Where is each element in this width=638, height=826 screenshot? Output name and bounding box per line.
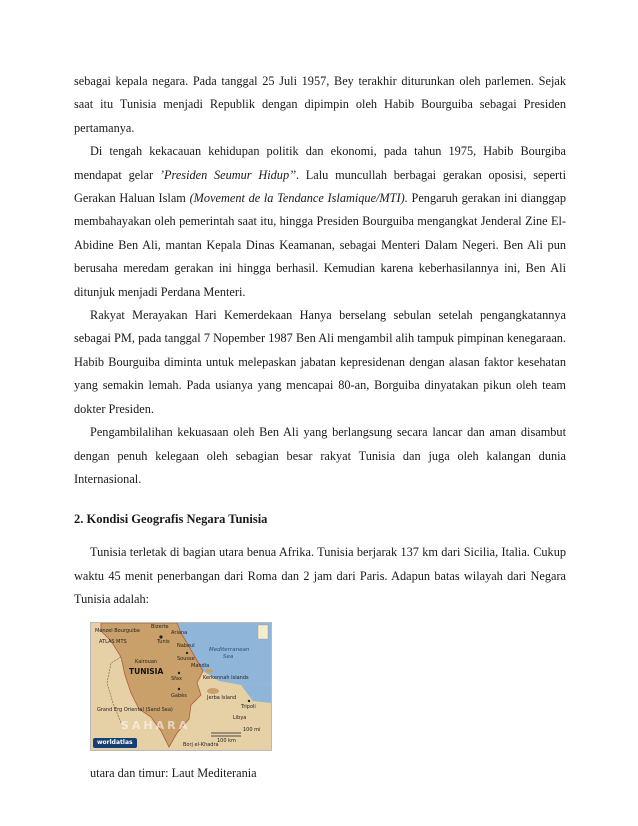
label-sousse: Sousse [177, 655, 195, 662]
paragraph-bourguiba-era [74, 140, 566, 304]
page-content [74, 70, 566, 783]
paragraph-geography: Tunisia terletak di bagian utara benua Afrika. Tunisia berjarak 137 km dari Sicilia, Italia. Cukup waktu 45 menit penerbangan dari Roma dan 2 jam dari Paris. Adapun batas wilayah dari Negara Tunisia adalah: [74, 545, 566, 607]
paragraph-independence: sebagai kepala negara. Pada tanggal 25 Juli 1957, Bey terakhir diturunkan oleh parlemen. Sejak saat itu Tunisia menjadi Republik dengan dipimpin oleh Habib Bourguiba sebagai Presiden pertamanya. [74, 74, 566, 135]
label-mahdia: Mahdia [191, 662, 210, 669]
label-menzel-bourguiba: Menzel Bourguiba [95, 627, 140, 634]
paragraph-text: . Lalu muncullah berbagai gerakan oposisi, seperti Gerakan Haluan Islam [74, 167, 566, 206]
label-libya: Libya [233, 714, 247, 721]
label-kerkennah: Kerkennah Islands [203, 674, 249, 681]
sfax-dot [178, 671, 180, 673]
paragraph-text: Di tengah kekacauan kehidupan politik dan ekonomi, pada tahun 1975, Habib Bourgiba mendapat gelar [74, 144, 566, 182]
label-gabes: Gabès [171, 692, 187, 699]
kerkennah-shape [205, 669, 213, 673]
tunisia-map-image [90, 622, 272, 751]
border-caption: utara dan timur: Laut Mediterania [90, 765, 257, 780]
paragraph-ben-ali-takeover: Rakyat Merayakan Hari Kemerdekaan Hanya berselang sebulan setelah pengangkatannya sebagai PM, pada tanggal 7 Nopember 1987 Ben Ali mengambil alih tampuk pimpinan kenegaraan. Habib Bourguiba diminta untuk melepaskan jabatan kepresidenan dengan alasan faktor kesehatan yang semakin lemah. Pada usianya yang mencapai 80-an, Borguiba dinyatakan pikun oleh team dokter Presiden. [74, 308, 566, 416]
label-tripoli: Tripoli [241, 703, 256, 710]
paragraph-text: Pengaruh gerakan ini dianggap membahayakan oleh pemerintah saat itu, hingga Presiden Bourguiba mengangkat Jenderal Zine El-Abidine Ben Ali, mantan Kepala Dinas Keamanan, sebagai Menteri Dalam Negeri. Ben Ali pun berusaha meredam gerakan ini hingga berhasil. Kemudian karena keberhasilannya ini, Ben Ali ditunjuk menjadi Perdana Menteri. [74, 191, 567, 299]
compass-icon [258, 625, 268, 639]
label-sfax: Sfax [171, 675, 182, 682]
label-sea: Sea [223, 653, 234, 660]
label-scale-mi: 100 mi [243, 726, 261, 733]
map-title: TUNISIA [129, 666, 164, 676]
label-nabeul: Nabeul [177, 642, 195, 649]
label-kairouan: Kairouan [135, 658, 158, 665]
label-sahara: SAHARA [121, 718, 191, 732]
label-borj: Borj el-Khadra [183, 741, 219, 748]
label-atlas: ATLAS MTS [99, 638, 127, 645]
label-ariana: Ariana [171, 629, 188, 636]
label-grand-erg: Grand Erg Oriental (Sand Sea) [97, 706, 173, 713]
label-mediterranean: Mediterranean [209, 646, 250, 653]
label-bizerte: Bizerte [151, 623, 169, 630]
label-tunis: Tunis [157, 638, 170, 645]
label-scale-km: 100 km [217, 737, 236, 744]
jerba-island-shape [207, 688, 219, 694]
title-quote: ’Presiden Seumur Hidup’’ [159, 167, 296, 182]
worldatlas-logo: worldatlas [93, 738, 137, 748]
section-heading: 2. Kondisi Geografis Negara Tunisia [74, 512, 268, 527]
label-jerba: Jerba Island [207, 694, 237, 701]
paragraph-reaction: Pengambilalihan kekuasaan oleh Ben Ali yang berlangsung secara lancar dan aman disambut dengan penuh kelegaan oleh sebagian besar rakyat Tunisia dan juga oleh kalangan dunia Internasional. [74, 425, 566, 486]
movement-name: (Movement de la Tendance Islamique/MTI). [189, 191, 408, 206]
sousse-dot [186, 651, 188, 653]
tripoli-dot [248, 699, 250, 701]
gabes-dot [178, 687, 180, 689]
